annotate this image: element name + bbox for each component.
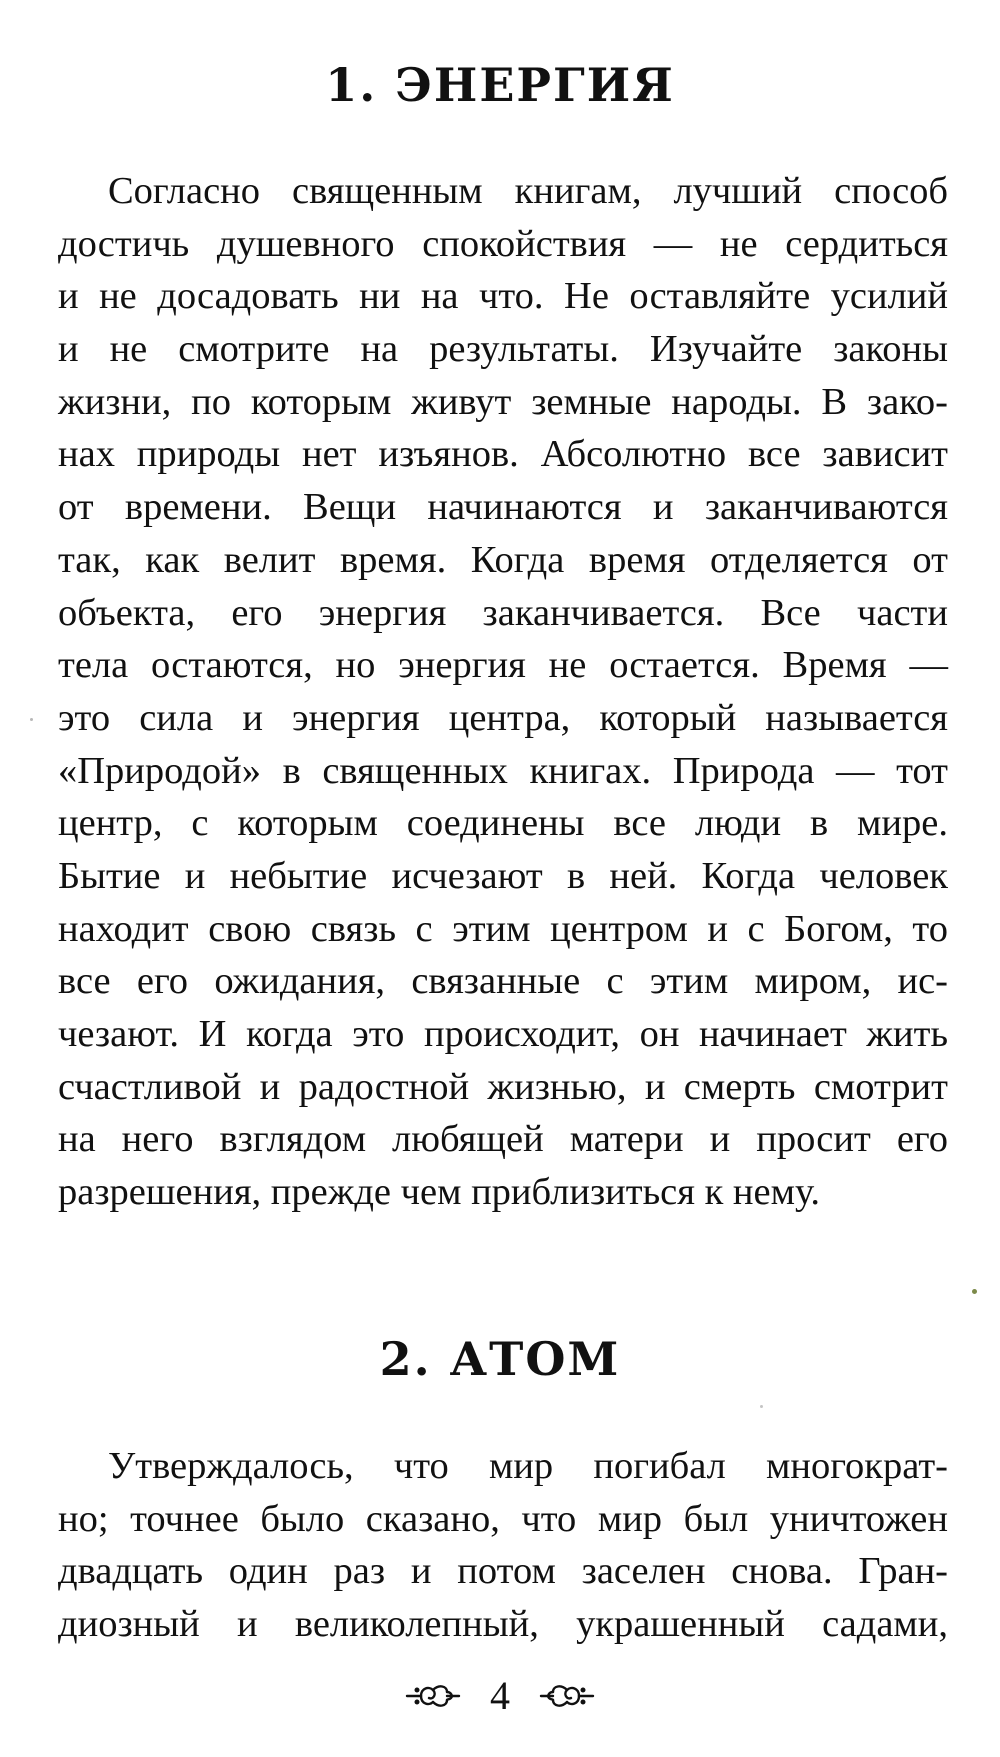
text-line: Утверждалось, что мир погибал многократ- [108, 1445, 948, 1487]
page-footer [0, 1673, 1000, 1718]
text-line: разрешения, прежде чем приблизиться к нему. [58, 1171, 820, 1214]
text-line: так, как велит время. Когда время отделяется от [58, 538, 948, 581]
section-body-energy [58, 165, 948, 1219]
text-line: и не досадовать ни на что. Не оставляйте усилий [58, 275, 948, 318]
fleuron-ornament-icon [537, 1679, 597, 1713]
text-line: диозный и великолепный, украшенный садами, [58, 1603, 948, 1646]
paper-speck [760, 1405, 763, 1408]
paper-speck [30, 718, 33, 721]
text-line: и не смотрите на результаты. Изучайте законы [58, 328, 948, 371]
fleuron-ornament-icon [403, 1679, 463, 1713]
text-line: находит свою связь с этим центром и с Богом, то [58, 907, 948, 950]
text-line: но; точнее было сказано, что мир был уничтожен [58, 1497, 948, 1540]
text-line: тела остаются, но энергия не остается. Время — [58, 644, 948, 687]
text-line: достичь душевного спокойствия — не сердиться [58, 222, 948, 265]
section-body-atom [58, 1440, 948, 1651]
text-line: счастливой и радостной жизнью, и смерть смотрит [58, 1065, 948, 1108]
text-line: на него взглядом любящей матери и просит его [58, 1118, 948, 1161]
section-title-atom: 2. АТОМ [379, 1332, 621, 1386]
text-line: чезают. И когда это происходит, он начинает жить [58, 1013, 948, 1055]
text-line: центр, с которым соединены все люди в мире. [58, 802, 948, 845]
text-line: это сила и энергия центра, который называется [58, 696, 948, 739]
text-line: жизни, по которым живут земные народы. В зако- [58, 380, 948, 423]
text-line: объекта, его энергия заканчивается. Все части [58, 591, 948, 634]
text-line: «Природой» в священных книгах. Природа — тот [58, 749, 948, 792]
text-line: двадцать один раз и потом заселен снова. Гран- [58, 1550, 948, 1593]
text-line: Бытие и небытие исчезают в ней. Когда человек [58, 854, 948, 897]
text-line: от времени. Вещи начинаются и заканчиваются [58, 486, 948, 529]
section-title-energy: 1. ЭНЕРГИЯ [325, 58, 675, 112]
paper-speck [972, 1289, 977, 1294]
text-line: все его ожидания, связанные с этим миром, ис- [58, 960, 948, 1003]
text-line: нах природы нет изъянов. Абсолютно все зависит [58, 433, 948, 476]
page-number: 4 [490, 1673, 510, 1718]
text-line: Согласно священным книгам, лучший способ [108, 170, 948, 212]
